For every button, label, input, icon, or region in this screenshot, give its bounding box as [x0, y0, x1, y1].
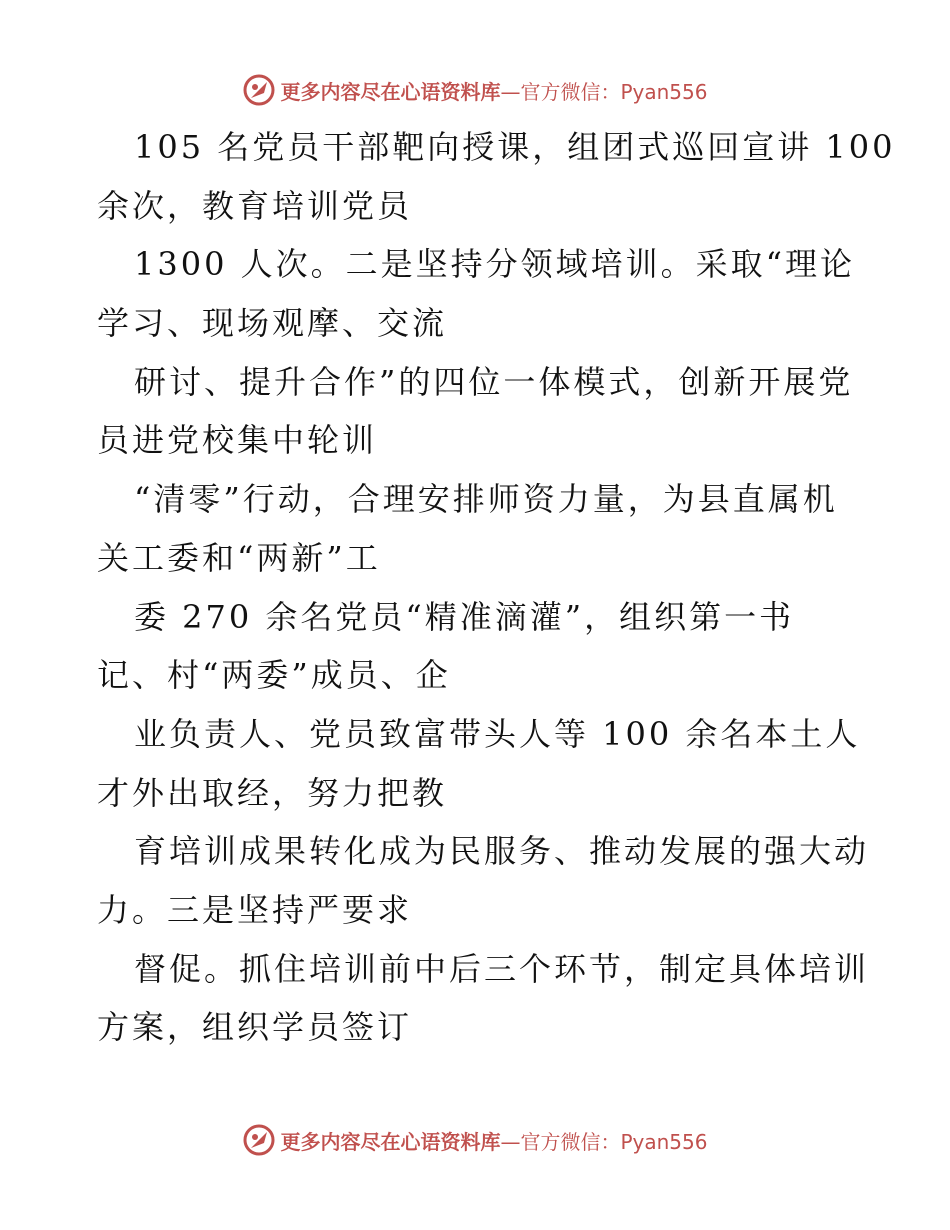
text-line: 才外出取经，努力把教: [97, 773, 448, 812]
text-line: 研讨、提升合作”的四位一体模式，创新开展党: [134, 362, 854, 401]
watermark-brand: 更多内容尽在心语资料库: [280, 1129, 501, 1154]
text-line: 余次，教育培训党员: [97, 186, 413, 225]
document-body: [97, 118, 896, 1057]
text-line: 业负责人、党员致富带头人等 100 余名本土人: [134, 714, 861, 753]
text-line: 学习、现场观摩、交流: [97, 304, 448, 343]
text-line: 育培训成果转化成为民服务、推动发展的强大动: [134, 832, 870, 871]
footer-watermark: [0, 1120, 950, 1160]
watermark-brand: 更多内容尽在心语资料库: [280, 79, 501, 104]
watermark-contact: —官方微信：Pyan556: [500, 79, 708, 104]
quill-logo-icon: [242, 1123, 276, 1157]
text-line: 力。三是坚持严要求: [97, 890, 413, 929]
text-line: 1300 人次。二是坚持分领域培训。采取“理论: [134, 245, 855, 284]
text-line: 105 名党员干部靶向授课，组团式巡回宣讲 100: [134, 128, 896, 166]
header-watermark: [0, 70, 950, 110]
text-line: 方案，组织学员签订: [97, 1008, 413, 1047]
watermark-contact: —官方微信：Pyan556: [500, 1129, 708, 1154]
text-line: 委 270 余名党员“精准滴灌”，组织第一书: [134, 597, 795, 636]
text-line: 记、村“两委”成员、企: [97, 656, 451, 695]
text-line: 督促。抓住培训前中后三个环节，制定具体培训: [134, 949, 870, 988]
text-line: 关工委和“两新”工: [97, 538, 381, 577]
quill-logo-icon: [242, 73, 276, 107]
text-line: 员进党校集中轮训: [97, 421, 378, 460]
text-line: “清零”行动，合理安排师资力量，为县直属机: [134, 480, 838, 519]
